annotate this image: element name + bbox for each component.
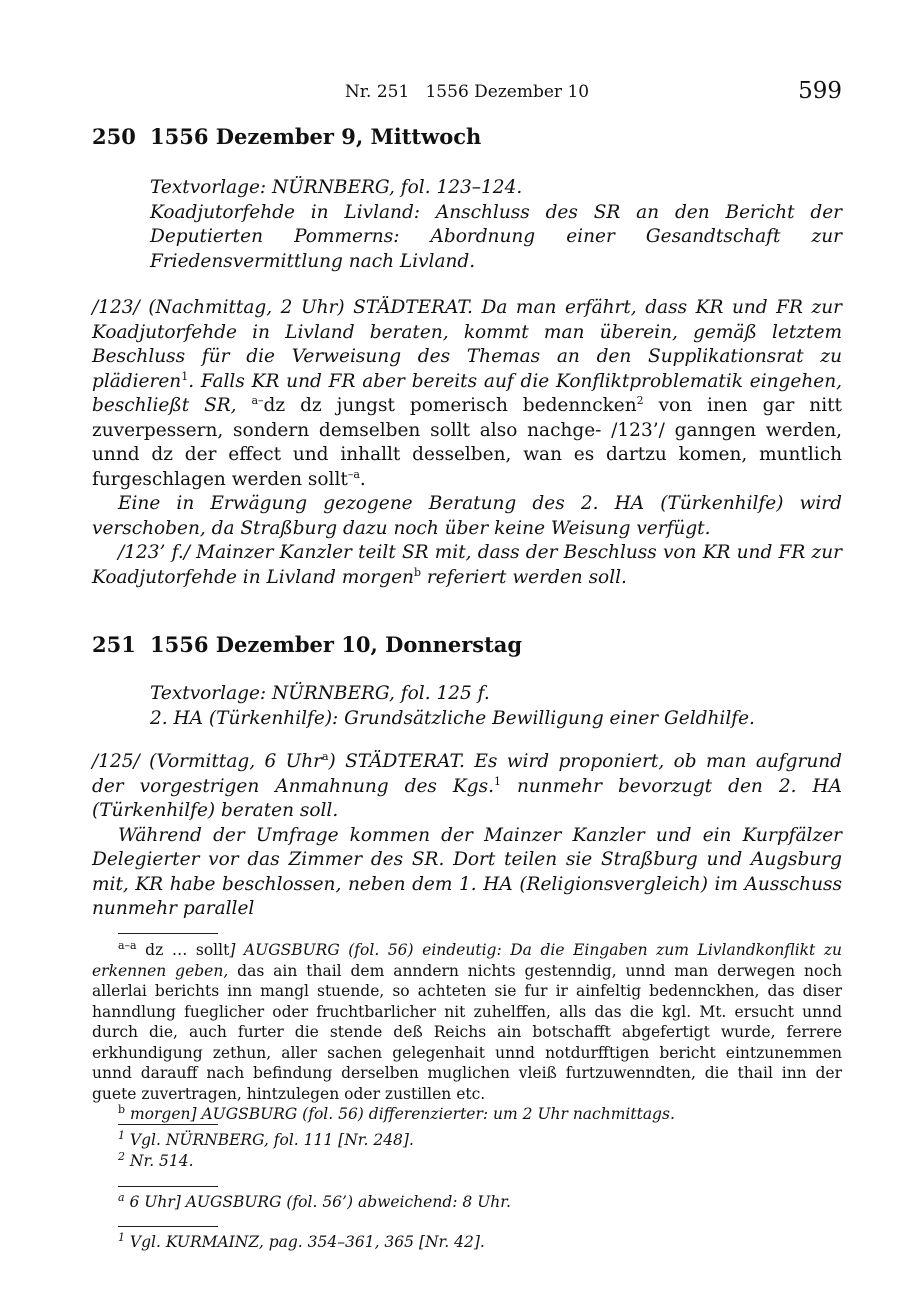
doc-250-number: 250 [92, 124, 136, 149]
doc-250-body [92, 296, 842, 590]
footnote-1: $^1$ Vgl. KURMAINZ, pag. 354–361, 365 [Nr. 42]. [118, 1230, 485, 1251]
footnote-rule [118, 1186, 218, 1187]
footnote-a: $^{a-a}$ dz … sollt] AUGSBURG (fol. 56) eindeutig: Da die Eingaben zum Livlandkonflikt zu erkennen geben, das ain thail dem anndern nichts gestenndig, unnd man derwegen noch allerlai berichts inn mangl stuende, so achteten sie fur ir ainfeltig bedennckhen, das diser hanndlung fueglicher oder fruchtbarlicher nit zuhelffen, alls das die kgl. Mt. ersucht unnd durch die, auch furter die stende deß Reichs ain botschafft abgefertigt wurde, ferrere erkhundigung zethun, aller sachen gelegenhait unnd notdurfftigen bericht eintzunemmen unnd darauff nach befindung derselben muglichen vleiß furtzuwenndten, die thail inn der guete zuvertragen, hintzulegen oder zustillen etc. [92, 938, 842, 1103]
doc-250-heading [92, 124, 481, 149]
footnote-rule [118, 1124, 218, 1125]
doc-250-paragraph-1: /123/ (Nachmittag, 2 Uhr) STÄDTERAT. Da man erfährt, dass KR und FR zur Koadjutorfehde in Livland beraten, kommt man überein, gemäß letztem Beschluss für die Verweisung des Themas an den Supplikationsrat zu plädieren$^1$. Falls KR und FR aber bereits auf die Konfliktproblematik eingehen, beschließt SR, $^{a-}$dz dz jungst pomerisch bedenncken$^2$ von inen gar nitt zuverpessern, sondern demselben sollt also nachge- /123’/ ganngen werden, unnd dz der effect und inhallt desselben, wan es dartzu komen, muntlich furgeschlagen werden sollt$^{-a}$. [92, 297, 842, 490]
doc-250-paragraph-3: /123’ f./ Mainzer Kanzler teilt SR mit, dass der Beschluss von KR und FR zur Koadjutorfehde in Livland morgen$^b$ referiert werden soll. [92, 542, 842, 588]
footnote-rule [118, 933, 218, 934]
doc-251-date: 1556 Dezember 10, Donnerstag [150, 632, 523, 657]
doc-250-paragraph-2: Eine in Erwägung gezogene Beratung des 2. HA (Türkenhilfe) wird verschoben, da Straßburg dazu noch über keine Weisung verfügt. [92, 493, 842, 539]
footnotes-250-letters [92, 940, 842, 1125]
page-number: 599 [798, 78, 842, 104]
footnote-rule [118, 1226, 218, 1227]
footnotes-251-numbers [92, 1232, 842, 1253]
doc-251-body [92, 750, 842, 922]
doc-250-summary: Koadjutorfehde in Livland: Anschluss des SR an den Bericht der Deputierten Pommerns: Abordnung einer Gesandtschaft zur Friedensvermittlung nach Livland. [150, 201, 842, 272]
document-page [92, 0, 842, 1300]
footnote-a: $^a$ 6 Uhr] AUGSBURG (fol. 56’) abweichend: 8 Uhr. [118, 1190, 511, 1211]
footnote-2: $^2$ Nr. 514. [118, 1149, 194, 1170]
doc-251-source: Textvorlage: NÜRNBERG, fol. 125 f. [150, 683, 490, 704]
footnotes-250-numbers [92, 1130, 842, 1171]
running-head-title: Nr. 251 1556 Dezember 10 [344, 82, 590, 102]
doc-251-meta [150, 682, 842, 731]
footnote-b: $^b$ morgen] AUGSBURG (fol. 56) differenzierter: um 2 Uhr nachmittags. [118, 1102, 675, 1123]
footnotes-251-letters [92, 1192, 842, 1213]
doc-251-number: 251 [92, 632, 136, 657]
doc-250-meta [150, 176, 842, 274]
doc-251-summary: 2. HA (Türkenhilfe): Grundsätzliche Bewilligung einer Geldhilfe. [150, 707, 755, 729]
doc-251-paragraph-2: Während der Umfrage kommen der Mainzer Kanzler und ein Kurpfälzer Delegierter vor das Zimmer des SR. Dort teilen sie Straßburg und Augsburg mit, KR habe beschlossen, neben dem 1. HA (Religionsvergleich) im Ausschuss nunmehr parallel [92, 824, 842, 919]
doc-250-source: Textvorlage: NÜRNBERG, fol. 123–124. [150, 177, 523, 198]
doc-251-heading [92, 632, 522, 657]
doc-250-date: 1556 Dezember 9, Mittwoch [150, 124, 482, 149]
running-head [92, 78, 842, 106]
footnote-1: $^1$ Vgl. NÜRNBERG, fol. 111 [Nr. 248]. [118, 1128, 414, 1149]
doc-251-paragraph-1: /125/ (Vormittag, 6 Uhr$^a$) STÄDTERAT. Es wird proponiert, ob man aufgrund der vorgestrigen Anmahnung des Kgs.$^1$ nunmehr bevorzugt den 2. HA (Türkenhilfe) beraten soll. [92, 749, 842, 821]
